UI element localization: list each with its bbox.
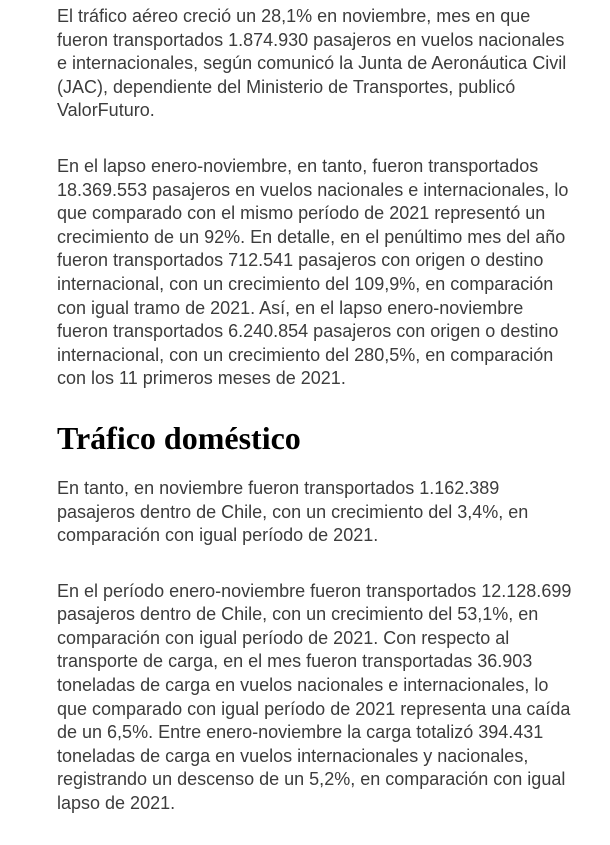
article-body	[57, 0, 572, 816]
paragraph-domestic-november: En tanto, en noviembre fueron transportados 1.162.389 pasajeros dentro de Chile, con un crecimiento del 3,4%, en comparación con igual período de 2021.	[57, 477, 529, 546]
paragraph-domestic-jan-nov-cargo: En el período enero-noviembre fueron transportados 12.128.699 pasajeros dentro de Chile, con un crecimiento del 53,1%, en comparación con igual período de 2021. Con respecto al transporte de carga, en el mes fueron transportadas 36.903 toneladas de carga en vuelos nacionales e internacionales, lo que comparado con igual período de 2021 representa una caída de un 6,5%. Entre enero-noviembre la carga totalizó 394.431 toneladas de carga en vuelos internacionales y nacionales, registrando un descenso de un 5,2%, en comparación con igual lapso de 2021.	[57, 580, 572, 814]
paragraph-november-air-traffic: El tráfico aéreo creció un 28,1% en noviembre, mes en que fueron transportados 1.874.930 pasajeros en vuelos nacionales e internacionales, según comunicó la Junta de Aeronáutica Civil (JAC), dependiente del Ministerio de Transportes, publicó ValorFuturo.	[57, 6, 567, 121]
paragraph-jan-nov-international: En el lapso enero-noviembre, en tanto, fueron transportados 18.369.553 pasajeros en vuelos nacionales e internacionales, lo que comparado con el mismo período de 2021 representó un crecimiento de un 92%. En detalle, en el penúltimo mes del año fueron transportados 712.541 pasajeros con origen o destino internacional, con un crecimiento del 109,9%, en comparación con igual tramo de 2021. Así, en el lapso enero-noviembre fueron transportados 6.240.854 pasajeros con origen o destino internacional, con un crecimiento del 280,5%, en comparación con los 11 primeros meses de 2021.	[57, 155, 569, 389]
section-heading-trafico-domestico: Tráfico doméstico	[57, 419, 301, 456]
